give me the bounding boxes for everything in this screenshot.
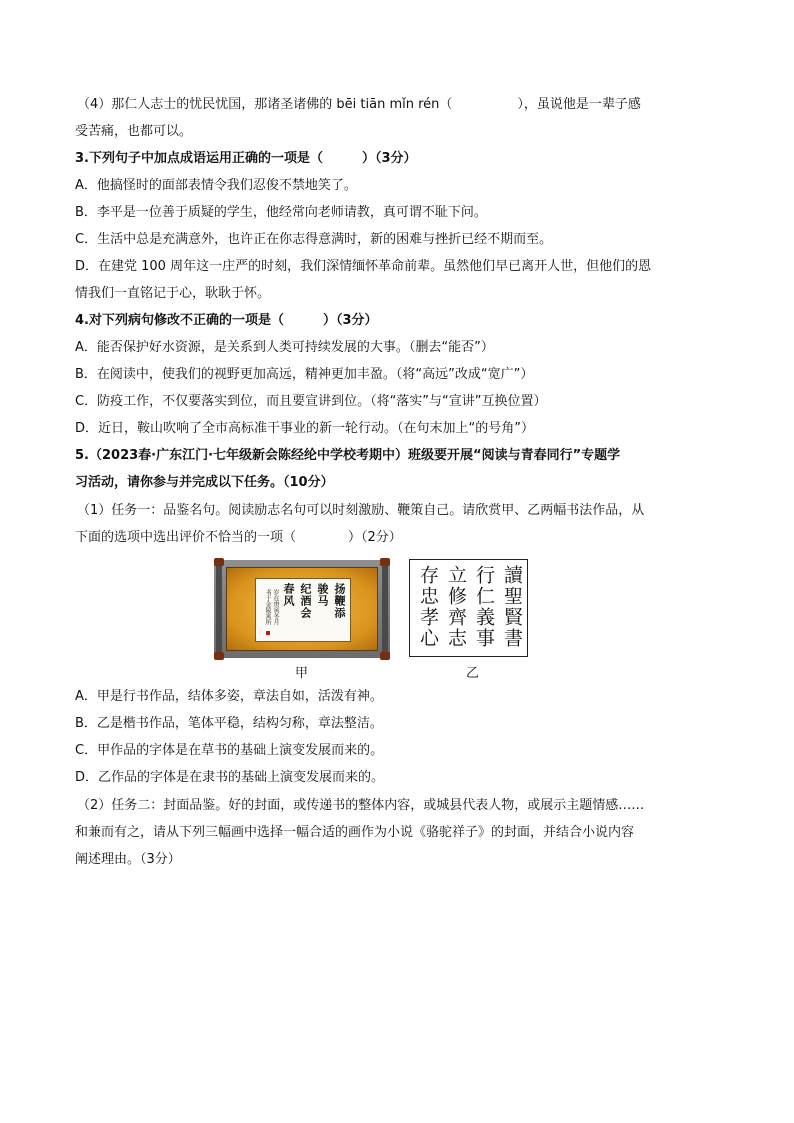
q4-stem: 4.对下列病句修改不正确的一项是（ ）（3分）: [75, 313, 378, 328]
xingshu-column: 扬鞭添: [333, 583, 346, 619]
scroll-knob: [214, 652, 224, 660]
kaishu-column: 行仁義事: [473, 565, 495, 649]
q5-task2-line3: 阐述理由。（3分）: [75, 852, 181, 867]
q2-item4-line1: （4）那仁人志士的忧民忧国，那诸圣诸佛的 bēi tiān mǐn rén（ ），虽说他是一辈子感: [77, 97, 641, 112]
q4-option-d: D．近日，鞍山吹响了全市高标准干事业的新一轮行动。（在句末加上“的号角”）: [75, 421, 534, 436]
scroll-paper: [255, 578, 351, 642]
q3-option-b: B．李平是一位善于质疑的学生，他经常向老师请教，真可谓不耻下问。: [75, 205, 487, 220]
kaishu-column: 存忠孝心: [417, 565, 439, 649]
scroll-gold-mount: [226, 567, 378, 651]
q5-task1-option-b: B．乙是楷书作品，笔体平稳，结构匀称，章法整洁。: [75, 716, 383, 731]
figure-caption-yi: 乙: [466, 666, 480, 681]
q3-option-d-cont: 情我们一直铭记于心，耿耿于怀。: [75, 286, 271, 301]
q3-option-d: D．在建党 100 周年这一庄严的时刻，我们深情缅怀革命前辈。虽然他们早已离开人世，但他们的恩: [75, 259, 652, 274]
xingshu-column: 纪酒会: [299, 583, 312, 619]
calligraphy-kaishu-yi: [409, 559, 528, 657]
q4-option-b: B．在阅读中，使我们的视野更加高远，精神更加丰盈。（将“高远”改成“宽广”）: [75, 367, 534, 382]
q5-task1-line2: 下面的选项中选出评价不恰当的一项（ ）（2分）: [75, 530, 402, 545]
q3-option-a: A．他搞怪时的面部表情令我们忍俊不禁地笑了。: [75, 178, 357, 193]
inscription-column: 书于金陵寓所: [264, 589, 271, 625]
q3-stem: 3.下列句子中加点成语运用正确的一项是（ ）（3分）: [75, 151, 417, 166]
q5-task1-option-a: A．甲是行书作品，结体多姿，章法自如，活泼有神。: [75, 689, 383, 704]
inscription-column: 岁在庚寅冬月: [272, 589, 279, 625]
q2-item4-line2: 受苦痛，也都可以。: [75, 124, 193, 139]
q5-task1-option-d: D．乙作品的字体是在隶书的基础上演变发展而来的。: [75, 770, 385, 785]
kaishu-column: 讀聖賢書: [501, 565, 523, 649]
q5-task2-line1: （2）任务二：封面品鉴。好的封面，或传递书的整体内容，或城县代表人物，或展示主题情感……: [77, 798, 645, 813]
q5-task1-option-c: C．甲作品的字体是在草书的基础上演变发展而来的。: [75, 743, 384, 758]
q5-stem-line1: 5.（2023春·广东江门·七年级新会陈经纶中学校考期中）班级要开展“阅读与青春同行”专题学: [75, 448, 621, 463]
scroll-left-rod: [216, 560, 222, 658]
scroll-right-rod: [382, 560, 388, 658]
q4-option-c: C．防疫工作，不仅要落实到位，而且要宣讲到位。（将“落实”与“宣讲”互换位置）: [75, 394, 547, 409]
q3-option-c: C．生活中总是充满意外，也许正在你志得意满时，新的困难与挫折已经不期而至。: [75, 232, 553, 247]
q5-task1-line1: （1）任务一：品鉴名句。阅读励志名句可以时刻激励、鞭策自己。请欣赏甲、乙两幅书法作品，从: [77, 503, 645, 518]
scroll-knob: [380, 652, 390, 660]
red-seal-mark: [266, 631, 270, 635]
figure-caption-jia: 甲: [295, 666, 309, 681]
q5-task2-line2: 和兼而有之，请从下列三幅画中选择一幅合适的画作为小说《骆驼祥子》的封面，并结合小说内容: [75, 825, 635, 840]
scroll-knob: [214, 558, 224, 566]
xingshu-column: 春风: [282, 583, 295, 607]
xingshu-column: 骏马: [316, 583, 329, 607]
calligraphy-scroll-jia: [214, 560, 390, 658]
scroll-knob: [380, 558, 390, 566]
kaishu-column: 立修齊志: [445, 565, 467, 649]
q5-stem-line2: 习活动，请你参与并完成以下任务。（10分）: [75, 475, 334, 490]
q4-option-a: A．能否保护好水资源，是关系到人类可持续发展的大事。（删去“能否”）: [75, 340, 494, 355]
